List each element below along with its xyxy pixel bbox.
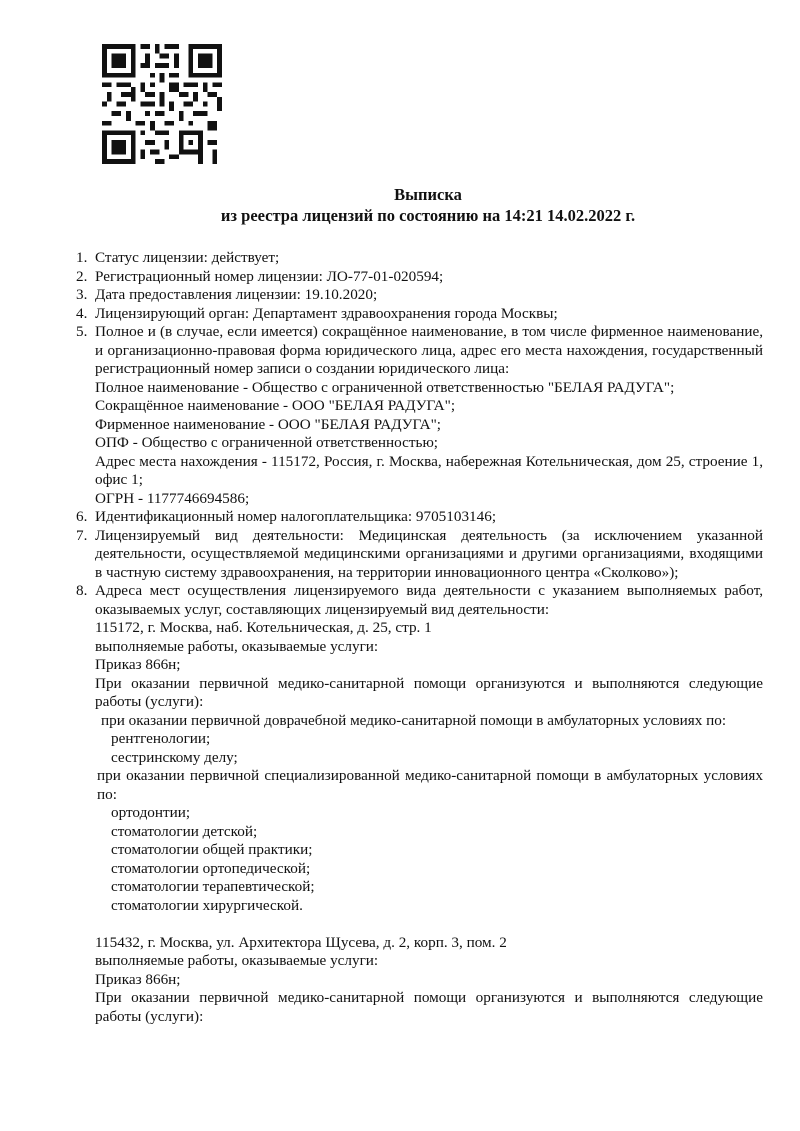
service-item: ортодонтии;	[111, 804, 191, 821]
list-item	[76, 508, 763, 527]
document-title: Выписка	[394, 185, 462, 204]
item-text: Полное и (в случае, если имеется) сокращённое наименование, в том числе фирменное наименование, и организационно-правовая форма юридического лица, адрес его места нахождения, государственный регистрационный номер записи о создании юридического лица:	[95, 323, 763, 377]
item-text: Идентификационный номер налогоплательщика: 9705103146;	[95, 508, 497, 525]
item-text: Лицензирующий орган: Департамент здравоохранения города Москвы;	[95, 304, 558, 322]
service-item: стоматологии общей практики;	[111, 841, 313, 858]
list-item	[76, 323, 763, 508]
item-number: 3.	[76, 286, 88, 303]
service-item: стоматологии детской;	[111, 822, 258, 840]
order-ref: Приказ 866н;	[95, 970, 181, 988]
service-item: стоматологии терапевтической;	[111, 878, 315, 895]
service-item: рентгенологии;	[111, 730, 211, 747]
item-text: Регистрационный номер лицензии: ЛО-77-01-020594;	[95, 267, 444, 285]
works-label: выполняемые работы, оказываемые услуги:	[95, 637, 379, 655]
item-text: Дата предоставления лицензии: 19.10.2020;	[95, 286, 378, 303]
ogrn: ОГРН - 1177746694586;	[95, 489, 250, 507]
order-ref: Приказ 866н;	[95, 656, 181, 673]
brand-name: Фирменное наименование - ООО "БЕЛАЯ РАДУГА";	[95, 415, 442, 433]
item-body	[95, 323, 763, 508]
item-body	[95, 582, 763, 1026]
item-number: 7.	[76, 526, 88, 544]
list-item	[76, 286, 763, 305]
specialized-care-title: при оказании первичной специализированной медико-санитарной помощи в амбулаторных условиях по:	[97, 767, 763, 803]
spacer	[95, 915, 763, 934]
primary-care-text: При оказании первичной медико-санитарной помощи организуются и выполняются следующие работы (услуги):	[95, 989, 763, 1025]
service-item: сестринскому делу;	[111, 748, 238, 766]
site-address: 115432, г. Москва, ул. Архитектора Щусева, д. 2, корп. 3, пом. 2	[95, 933, 507, 951]
list-item	[76, 305, 763, 324]
short-name: Сокращённое наименование - ООО "БЕЛАЯ РАДУГА";	[95, 397, 456, 414]
item-number: 4.	[76, 304, 88, 322]
primary-care-text: При оказании первичной медико-санитарной помощи организуются и выполняются следующие работы (услуги):	[95, 674, 763, 710]
item-text: Лицензируемый вид деятельности: Медицинская деятельность (за исключением указанной деятельности, осуществляемой медицинскими организациями и другими организациями, входящими в частную систему здравоохранения, на территории инновационного центра «Сколково»);	[95, 526, 763, 581]
prehospital-care-title: при оказании первичной доврачебной медико-санитарной помощи в амбулаторных условиях по:	[101, 711, 727, 729]
item-number: 5.	[76, 323, 88, 340]
registered-address: Адрес места нахождения - 115172, Россия, г. Москва, набережная Котельническая, дом 25, строение 1, офис 1;	[95, 452, 763, 488]
item-number: 1.	[76, 249, 88, 266]
works-label: выполняемые работы, оказываемые услуги:	[95, 952, 379, 969]
item-text: Статус лицензии: действует;	[95, 249, 280, 266]
full-name: Полное наименование - Общество с ограниченной ответственностью "БЕЛАЯ РАДУГА";	[95, 378, 675, 396]
list-item	[76, 249, 763, 268]
service-item: стоматологии хирургической.	[111, 896, 303, 914]
list-item	[76, 268, 763, 287]
site-address: 115172, г. Москва, наб. Котельническая, д. 25, стр. 1	[95, 619, 432, 636]
item-number: 8.	[76, 582, 88, 599]
qr-code	[102, 44, 222, 164]
item-number: 6.	[76, 508, 88, 525]
item-number: 2.	[76, 267, 88, 285]
list-item	[76, 527, 763, 583]
service-item: стоматологии ортопедической;	[111, 859, 311, 877]
item-text: Адреса мест осуществления лицензируемого вида деятельности с указанием выполняемых работ, оказываемых услуг, составляющих лицензируемый вид деятельности:	[95, 582, 763, 618]
document-body	[76, 249, 763, 1026]
document-subtitle: из реестра лицензий по состоянию на 14:21 14.02.2022 г.	[220, 206, 636, 225]
legal-form: ОПФ - Общество с ограниченной ответственностью;	[95, 434, 439, 451]
list-item	[76, 582, 763, 1026]
